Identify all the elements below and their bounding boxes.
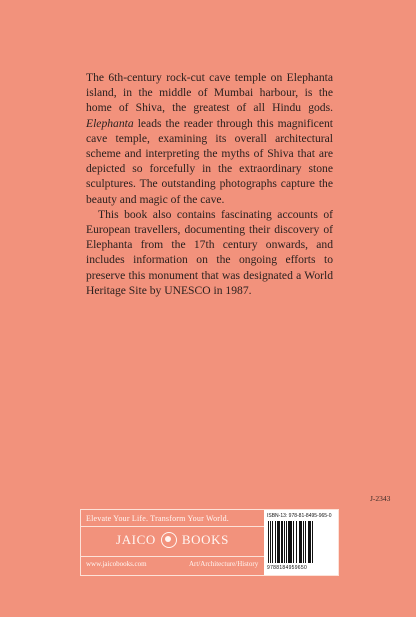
catalog-code: J-2343 — [370, 494, 391, 503]
brand-right: BOOKS — [181, 532, 229, 547]
divider — [81, 526, 264, 527]
isbn-label: ISBN-13: 978-81-8495-965-0 — [267, 513, 332, 519]
barcode-number: 9788184959650 — [267, 565, 308, 571]
barcode-bar — [313, 521, 314, 563]
publisher-info — [81, 510, 265, 575]
blurb-text: The 6th-century rock-cut cave temple on Elephanta island, in the middle of Mumbai harbour, is the home of Shiva, the greatest of all Hindu gods. — [86, 71, 333, 115]
publisher-logo — [81, 532, 264, 548]
book-blurb — [86, 70, 333, 298]
book-title-italic: Elephanta — [86, 116, 134, 130]
publisher-panel — [80, 509, 339, 576]
jaico-seal-icon — [161, 532, 177, 548]
blurb-text: leads the reader through this magnificent cave temple, examining its overall architectural scheme and interpreting the myths of Shiva that are depicted so forcefully in the extraordinary stone sculptures. The outstanding photographs capture the beauty and magic of the cave. — [86, 116, 333, 206]
publisher-tagline: Elevate Your Life. Transform Your World. — [86, 514, 229, 523]
blurb-paragraph-1 — [86, 70, 333, 207]
divider — [81, 556, 264, 557]
book-category: Art/Architecture/History — [189, 560, 259, 568]
barcode-bars — [268, 521, 334, 563]
brand-left: JAICO — [116, 532, 156, 547]
barcode — [264, 510, 338, 575]
blurb-paragraph-2: This book also contains fascinating accounts of European travellers, documenting their discovery of Elephanta from the 17th century onwards, and includes information on the ongoing efforts to preserve this monument that was designated a World Heritage Site by UNESCO in 1987. — [86, 207, 333, 297]
publisher-website: www.jaicobooks.com — [86, 560, 147, 568]
